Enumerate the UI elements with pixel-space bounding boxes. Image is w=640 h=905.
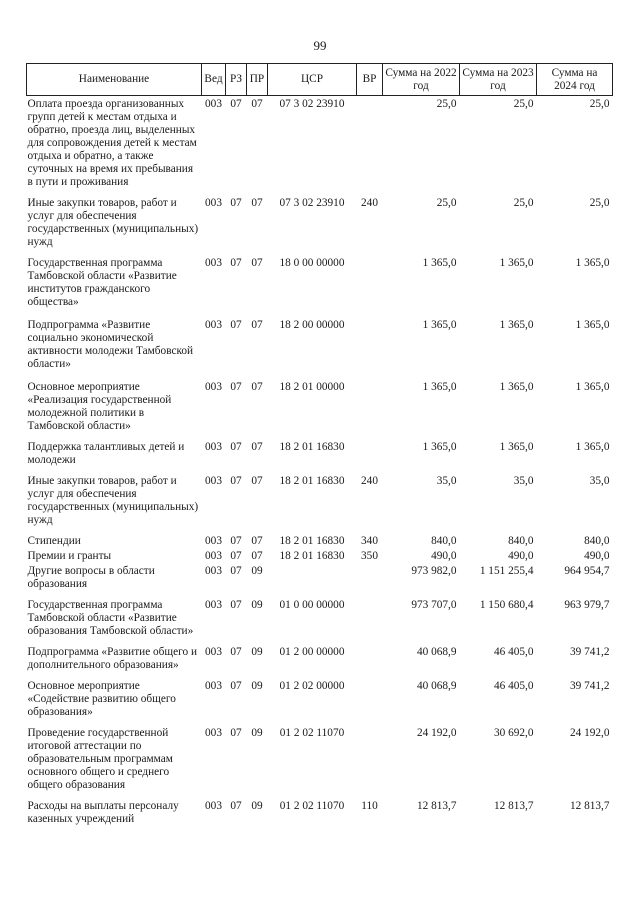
table-cell-csr (268, 563, 357, 591)
table-cell-sum-2024: 25,0 (589, 98, 610, 110)
table-cell-ved: 003 (205, 680, 222, 692)
table-cell-csr: 07 3 02 23910 (279, 98, 345, 110)
table-cell-csr: 01 2 00 00000 (279, 646, 345, 658)
table-cell-vr (357, 591, 383, 638)
table-cell-sum-2023: 1 365,0 (499, 381, 534, 393)
table-cell-rz: 07 (230, 257, 242, 269)
table-cell-pr: 09 (251, 800, 263, 812)
table-cell-pr: 07 (251, 257, 263, 269)
table-cell-sum-2023: 1 365,0 (499, 319, 534, 331)
table-cell-vr (357, 371, 383, 433)
table-cell-name: Основное мероприятие «Содействие развитию общего образования» (27, 680, 176, 718)
table-row (27, 527, 613, 548)
header-vr: ВР (357, 64, 383, 96)
table-cell-sum-2022: 840,0 (431, 535, 457, 547)
table-cell-sum-2024: 1 365,0 (575, 319, 610, 331)
table-cell-sum-2024: 1 365,0 (575, 257, 610, 269)
table-cell-sum-2022: 24 192,0 (416, 727, 457, 739)
table-row (27, 433, 613, 467)
table-cell-sum-2023: 35,0 (513, 475, 534, 487)
table-cell-sum-2022: 35,0 (436, 475, 457, 487)
table-cell-csr: 18 2 01 16830 (279, 535, 345, 547)
table-row (27, 719, 613, 792)
table-cell-sum-2023: 1 150 680,4 (479, 599, 534, 611)
header-csr: ЦСР (268, 64, 357, 96)
table-cell-rz: 07 (230, 800, 242, 812)
table-cell-rz: 07 (230, 197, 242, 209)
table-cell-ved: 003 (205, 98, 222, 110)
table-cell-sum-2023: 25,0 (513, 197, 534, 209)
table-cell-sum-2024: 840,0 (584, 535, 610, 547)
table-header-row (27, 64, 613, 96)
table-cell-sum-2023: 25,0 (513, 98, 534, 110)
table-cell-ved: 003 (205, 381, 222, 393)
table-cell-ved: 003 (205, 441, 222, 453)
table-cell-pr: 07 (251, 319, 263, 331)
table-cell-sum-2023: 490,0 (508, 550, 534, 562)
table-cell-sum-2022: 12 813,7 (416, 800, 457, 812)
table-cell-name: Подпрограмма «Развитие социально экономической активности молодежи Тамбовской области» (27, 319, 194, 370)
table-cell-ved: 003 (205, 550, 222, 562)
table-cell-name: Государственная программа Тамбовской области «Развитие институтов гражданского общества» (27, 257, 177, 308)
table-cell-csr: 18 2 01 16830 (279, 475, 345, 487)
table-cell-name: Премии и гранты (27, 550, 112, 562)
table-cell-name: Поддержка талантливых детей и молодежи (27, 441, 185, 466)
table-cell-csr: 18 2 01 16830 (279, 550, 345, 562)
table-cell-sum-2022: 1 365,0 (422, 441, 457, 453)
table-cell-pr: 07 (251, 98, 263, 110)
table-cell-rz: 07 (230, 550, 242, 562)
table-cell-csr: 07 3 02 23910 (279, 197, 345, 209)
table-cell-sum-2024: 39 741,2 (569, 680, 610, 692)
table-cell-sum-2024: 1 365,0 (575, 441, 610, 453)
page-number: 99 (313, 38, 327, 53)
table-cell-pr: 07 (251, 381, 263, 393)
table-cell-sum-2022: 40 068,9 (416, 680, 457, 692)
table-cell-sum-2024: 964 954,7 (564, 565, 610, 577)
table-cell-sum-2023: 1 365,0 (499, 257, 534, 269)
table-cell-ved: 003 (205, 197, 222, 209)
table-cell-pr: 07 (251, 475, 263, 487)
table-cell-csr: 01 2 02 11070 (279, 727, 345, 739)
table-cell-rz: 07 (230, 565, 242, 577)
table-cell-sum-2024: 24 192,0 (569, 727, 610, 739)
table-cell-csr: 18 2 01 16830 (279, 441, 345, 453)
table-row (27, 591, 613, 638)
table-cell-ved: 003 (205, 646, 222, 658)
table-cell-name: Иные закупки товаров, работ и услуг для обеспечения государственных (муниципальных) нужд (27, 197, 199, 248)
table-cell-pr: 07 (251, 550, 263, 562)
table-row (27, 467, 613, 527)
table-cell-ved: 003 (205, 535, 222, 547)
table-cell-sum-2024: 490,0 (584, 550, 610, 562)
table-cell-name: Проведение государственной итоговой аттестации по образовательным программам основного общего и среднего общего образования (27, 727, 173, 791)
table-cell-sum-2023: 1 151 255,4 (479, 565, 534, 577)
table-cell-sum-2023: 12 813,7 (493, 800, 534, 812)
table-cell-rz: 07 (230, 646, 242, 658)
table-cell-sum-2022: 1 365,0 (422, 381, 457, 393)
table-cell-name: Другие вопросы в области образования (27, 565, 155, 590)
table-row (27, 371, 613, 433)
table-cell-rz: 07 (230, 381, 242, 393)
table-cell-rz: 07 (230, 441, 242, 453)
table-cell-sum-2024: 39 741,2 (569, 646, 610, 658)
table-cell-vr (357, 249, 383, 309)
table-cell-ved: 003 (205, 565, 222, 577)
table-cell-sum-2022: 973 982,0 (411, 565, 457, 577)
table-cell-sum-2024: 963 979,7 (564, 599, 610, 611)
table-cell-rz: 07 (230, 535, 242, 547)
table-cell-sum-2024: 12 813,7 (569, 800, 610, 812)
table-cell-csr: 01 0 00 00000 (279, 599, 345, 611)
table-cell-vr (357, 96, 383, 190)
table-cell-csr: 18 2 01 00000 (279, 381, 345, 393)
table-cell-sum-2022: 1 365,0 (422, 319, 457, 331)
header-sum-2024: Сумма на 2024 год (537, 64, 613, 96)
table-cell-ved: 003 (205, 319, 222, 331)
table-cell-vr (357, 672, 383, 719)
table-cell-name: Расходы на выплаты персоналу казенных учреждений (27, 800, 179, 825)
table-cell-sum-2024: 1 365,0 (575, 381, 610, 393)
table-cell-rz: 07 (230, 599, 242, 611)
table-row (27, 189, 613, 249)
budget-table (26, 63, 613, 826)
table-cell-ved: 003 (205, 257, 222, 269)
header-name: Наименование (27, 64, 202, 96)
table-row (27, 638, 613, 672)
table-cell-rz: 07 (230, 727, 242, 739)
table-cell-pr: 09 (251, 727, 263, 739)
table-cell-sum-2023: 1 365,0 (499, 441, 534, 453)
table-cell-sum-2023: 840,0 (508, 535, 534, 547)
table-cell-csr: 18 0 00 00000 (279, 257, 345, 269)
table-row (27, 563, 613, 591)
table-row (27, 249, 613, 309)
table-cell-vr (357, 309, 383, 371)
table-cell-name: Оплата проезда организованных групп детей к местам отдыха и обратно, проезда лиц, выделенных для сопровождения детей к местам отдыха и обратно, а также суточных на время их пребывания в пути и проживания (27, 98, 197, 188)
table-cell-vr (357, 563, 383, 591)
table-cell-pr: 07 (251, 535, 263, 547)
table-cell-name: Подпрограмма «Развитие общего и дополнительного образования» (27, 646, 198, 671)
table-cell-ved: 003 (205, 475, 222, 487)
table-cell-sum-2023: 46 405,0 (493, 680, 534, 692)
table-cell-csr: 18 2 00 00000 (279, 319, 345, 331)
table-row (27, 309, 613, 371)
table-cell-vr (357, 719, 383, 792)
table-cell-sum-2023: 46 405,0 (493, 646, 534, 658)
table-cell-pr: 09 (251, 646, 263, 658)
header-sum-2023: Сумма на 2023 год (460, 64, 537, 96)
table-cell-pr: 07 (251, 441, 263, 453)
table-row (27, 548, 613, 563)
table-cell-name: Стипендии (27, 535, 81, 547)
table-row (27, 792, 613, 826)
table-cell-vr: 240 (361, 197, 378, 209)
table-cell-vr: 240 (361, 475, 378, 487)
table-cell-rz: 07 (230, 319, 242, 331)
table-cell-name: Иные закупки товаров, работ и услуг для обеспечения государственных (муниципальных) нужд (27, 475, 199, 526)
table-cell-sum-2022: 40 068,9 (416, 646, 457, 658)
table-row (27, 96, 613, 190)
table-cell-pr: 09 (251, 680, 263, 692)
table-cell-pr: 09 (251, 599, 263, 611)
table-cell-rz: 07 (230, 680, 242, 692)
table-cell-csr: 01 2 02 11070 (279, 800, 345, 812)
table-cell-sum-2024: 25,0 (589, 197, 610, 209)
header-ved: Вед (202, 64, 226, 96)
table-cell-pr: 09 (251, 565, 263, 577)
table-cell-sum-2022: 25,0 (436, 197, 457, 209)
header-sum-2022: Сумма на 2022 год (383, 64, 460, 96)
table-cell-name: Основное мероприятие «Реализация государственной молодежной политики в Тамбовской области» (27, 381, 172, 432)
table-cell-vr (357, 433, 383, 467)
table-cell-sum-2022: 25,0 (436, 98, 457, 110)
table-cell-vr: 340 (361, 535, 378, 547)
table-cell-sum-2022: 973 707,0 (411, 599, 457, 611)
table-cell-pr: 07 (251, 197, 263, 209)
table-cell-name: Государственная программа Тамбовской области «Развитие образования Тамбовской области» (27, 599, 194, 637)
table-cell-ved: 003 (205, 599, 222, 611)
table-cell-sum-2023: 30 692,0 (493, 727, 534, 739)
header-pr: ПР (247, 64, 268, 96)
table-cell-csr: 01 2 02 00000 (279, 680, 345, 692)
header-rz: РЗ (226, 64, 247, 96)
table-cell-sum-2022: 1 365,0 (422, 257, 457, 269)
table-cell-vr: 110 (361, 800, 378, 812)
table-cell-vr (357, 638, 383, 672)
table-cell-vr: 350 (361, 550, 378, 562)
table-cell-rz: 07 (230, 475, 242, 487)
table-cell-sum-2022: 490,0 (431, 550, 457, 562)
table-cell-sum-2024: 35,0 (589, 475, 610, 487)
table-cell-ved: 003 (205, 800, 222, 812)
table-cell-rz: 07 (230, 98, 242, 110)
table-row (27, 672, 613, 719)
table-cell-ved: 003 (205, 727, 222, 739)
